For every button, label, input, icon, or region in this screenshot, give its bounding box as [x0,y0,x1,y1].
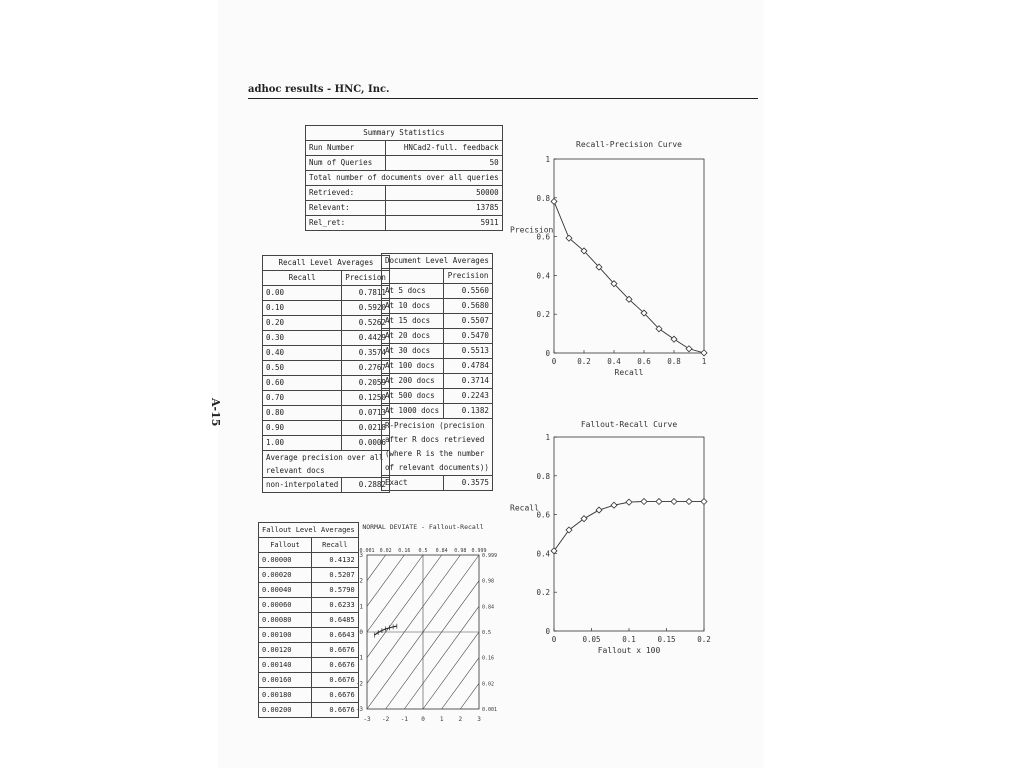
table-row [382,404,493,419]
y-tick-label: 0.2 [536,588,550,598]
x-tick-label: 0.8 [667,357,681,366]
x-tick-label: 0.1 [622,635,636,644]
table-row [259,568,359,583]
y-tick-label: -2 [355,680,363,688]
right-tick-label: 0.001 [482,707,498,713]
fallout-recall-cell: 0.6643 [311,628,358,643]
page-number: A-15 [209,398,222,427]
recall-cell: 0.60 [263,376,342,391]
x-tick-label: 3 [477,716,481,723]
y-tick-label: 0 [545,627,550,636]
table-row [259,613,359,628]
recall-precision-chart [508,135,718,390]
table-row [382,344,493,359]
fallout-recall-cell: 0.5790 [311,583,358,598]
table-row [263,421,390,436]
fallout-cell: 0.00160 [259,673,312,688]
fallout-recall-cell: 0.4132 [311,553,358,568]
top-tick-label: 0.02 [379,548,392,554]
x-tick-label: 2 [458,716,463,723]
diagonal-reference-line [460,683,479,709]
data-point-marker [686,346,692,352]
table-row [263,436,390,451]
recall-cell: 0.80 [263,406,342,421]
y-tick-label: 3 [359,552,363,559]
y-axis-label: Precision [510,225,554,235]
summary-caption: Summary Statistics [306,126,503,141]
x-tick-label: 0 [551,635,557,644]
fallout-cell: 0.00020 [259,568,312,583]
recall-cell: 0.50 [263,361,342,376]
precision-cell: 0.0218 [342,421,390,436]
precision-cell: 0.5920 [342,301,390,316]
table-row [259,658,359,673]
series-line [554,501,704,550]
doc-level-label: At 500 docs [382,389,444,404]
x-axis-label: Recall [614,368,644,377]
table-row [259,643,359,658]
doc-level-value: 0.5470 [444,329,493,344]
table-row [259,553,359,568]
fallout-recall-cell: 0.6676 [311,688,358,703]
recall-cell: 0.30 [263,331,342,346]
y-tick-label: 0.6 [536,232,550,242]
x-tick-label: 0.4 [607,357,621,366]
relevant-label: Relevant: [306,201,386,216]
y-tick-label: 2 [359,577,363,585]
recall-cell: 0.90 [263,421,342,436]
table-row [263,346,390,361]
rprecision-text: R-Precision (precision after R docs retrieved (where R is the number of relevant documents)) [382,419,493,476]
diagonal-reference-line [367,555,423,632]
doc-level-label: At 20 docs [382,329,444,344]
table-row [263,376,390,391]
data-point-marker [701,350,707,356]
page-header: adhoc results - HNC, Inc. [248,84,758,99]
doc-col-precision-header: Precision [444,269,493,284]
table-row [259,583,359,598]
fallout-recall-cell: 0.6676 [311,658,358,673]
avg-precision-label: Average precision over all relevant docs [263,451,390,478]
recall-cell: 0.10 [263,301,342,316]
data-point-marker [551,548,557,554]
x-tick-label: -1 [400,716,408,723]
top-tick-label: 0.84 [435,548,448,554]
doc-level-label: At 200 docs [382,374,444,389]
x-tick-label: 0 [551,357,557,366]
retrieved-label: Retrieved: [306,186,386,201]
diagonal-reference-line [404,606,479,709]
fallout-recall-cell: 0.5207 [311,568,358,583]
fallout-level-table [258,522,359,718]
data-point-marker [701,498,707,504]
x-tick-label: 0.05 [582,635,601,644]
noninterp-value: 0.2882 [342,478,390,493]
precision-cell: 0.2767 [342,361,390,376]
table-row [382,359,493,374]
y-tick-label: 0.4 [536,549,550,559]
summary-statistics-table [305,125,503,231]
data-point-marker [611,502,617,508]
recall-cell: 0.00 [263,286,342,301]
diagonal-reference-line [367,555,442,658]
table-row [259,703,359,718]
right-tick-label: 0.84 [482,604,495,611]
plot-frame [554,437,704,631]
recall-cell: 0.70 [263,391,342,406]
table-row [382,299,493,314]
run-number-value: HNCad2-full. feedback [386,141,502,156]
fallout-cell: 0.00060 [259,598,312,613]
doc-level-label: At 30 docs [382,344,444,359]
diagonal-reference-line [367,555,386,581]
recall-cell: 0.40 [263,346,342,361]
doc-level-value: 0.5513 [444,344,493,359]
right-tick-label: 0.5 [482,630,492,636]
diagonal-reference-line [442,658,479,709]
x-tick-label: 1 [439,716,444,723]
doc-level-label: At 1000 docs [382,404,444,419]
data-point-marker [596,507,602,513]
doc-level-label: At 15 docs [382,314,444,329]
table-row [259,673,359,688]
doc-level-value: 0.1382 [444,404,493,419]
doc-level-value: 0.5507 [444,314,493,329]
fallout-recall-cell: 0.6485 [311,613,358,628]
y-axis-label: Recall [510,503,539,513]
x-tick-label: 0 [421,716,425,723]
recall-level-caption: Recall Level Averages [263,256,390,271]
table-row [263,331,390,346]
noninterp-label: non-interpolated [263,478,342,493]
fallout-recall-chart [508,415,718,670]
table-row [263,406,390,421]
doc-level-value: 0.5680 [444,299,493,314]
y-tick-label: 0.2 [536,310,550,320]
precision-cell: 0.4429 [342,331,390,346]
x-tick-label: 0.6 [637,357,651,366]
precision-cell: 0.0713 [342,406,390,421]
table-row [382,389,493,404]
x-axis-label: Fallout x 100 [597,646,661,655]
fallout-cell: 0.00180 [259,688,312,703]
right-tick-label: 0.02 [482,681,495,688]
doc-level-value: 0.3714 [444,374,493,389]
doc-level-label: At 5 docs [382,284,444,299]
right-tick-label: 0.16 [482,655,495,662]
fallout-recall-cell: 0.6676 [311,703,358,718]
x-tick-label: 0.2 [697,635,711,644]
recall-cell: 0.20 [263,316,342,331]
doc-level-value: 0.5560 [444,284,493,299]
table-row [382,374,493,389]
fallout-cell: 0.00100 [259,628,312,643]
y-tick-label: 0.8 [536,471,550,481]
recall-cell: 1.00 [263,436,342,451]
fallout-cell: 0.00040 [259,583,312,598]
data-point-marker [686,498,692,504]
document-level-table [381,253,493,491]
table-row [263,301,390,316]
relret-value: 5911 [386,216,502,231]
col-fallout-header: Fallout [259,538,312,553]
right-tick-label: 0.98 [482,578,495,585]
fallout-cell: 0.00140 [259,658,312,673]
table-row [382,329,493,344]
data-point-marker [641,498,647,504]
plot-frame [554,159,704,353]
y-tick-label: 0 [359,629,363,636]
doc-level-value: 0.4784 [444,359,493,374]
run-number-label: Run Number [306,141,386,156]
x-tick-label: 0.15 [657,635,676,644]
fallout-cell: 0.00120 [259,643,312,658]
right-tick-label: 0.999 [482,553,498,559]
chart-title: NORMAL DEVIATE - Fallout-Recall [362,523,484,531]
table-row [263,361,390,376]
precision-cell: 0.2059 [342,376,390,391]
fallout-level-caption: Fallout Level Averages [259,523,359,538]
table-row [259,628,359,643]
diagonal-reference-line [367,555,460,683]
fallout-recall-cell: 0.6233 [311,598,358,613]
num-queries-value: 50 [386,156,502,171]
top-tick-label: 0.5 [418,548,428,554]
table-row [263,391,390,406]
precision-cell: 0.3574 [342,346,390,361]
y-tick-label: 1 [545,155,550,164]
fallout-cell: 0.00200 [259,703,312,718]
recall-level-table [262,255,390,493]
diagonal-reference-line [423,632,479,709]
top-tick-label: 0.98 [454,548,467,554]
y-tick-label: 0.4 [536,271,550,281]
chart-title: Fallout-Recall Curve [580,420,678,429]
x-tick-label: -3 [363,716,371,723]
fallout-recall-cell: 0.6676 [311,673,358,688]
doc-level-value: 0.2243 [444,389,493,404]
exact-value: 0.3575 [444,476,493,491]
col-precision-header: Precision [342,271,390,286]
fallout-cell: 0.00080 [259,613,312,628]
data-point-marker [626,499,632,505]
fallout-cell: 0.00000 [259,553,312,568]
y-tick-label: -3 [355,706,363,713]
data-point-marker [656,498,662,504]
top-tick-label: 0.999 [471,548,487,554]
x-tick-label: 0.2 [577,357,591,366]
series-line [554,201,704,352]
top-tick-label: 0.001 [359,548,375,554]
relret-label: Rel_ret: [306,216,386,231]
chart-title: Recall-Precision Curve [576,140,682,149]
doc-level-label: At 100 docs [382,359,444,374]
y-tick-label: 0.6 [536,510,550,520]
fallout-recall-cell: 0.6676 [311,643,358,658]
y-tick-label: 0 [545,349,550,358]
retrieved-value: 50000 [386,186,502,201]
total-docs-heading: Total number of documents over all queries [306,171,503,186]
diagonal-reference-line [386,581,479,709]
y-tick-label: 0.8 [536,193,550,203]
data-point-marker [671,336,677,342]
table-row [263,316,390,331]
document-level-caption: Document Level Averages [382,254,493,269]
table-row [259,688,359,703]
table-row [263,286,390,301]
x-tick-label: -2 [382,716,390,723]
y-tick-label: -1 [355,654,363,662]
doc-level-label: At 10 docs [382,299,444,314]
num-queries-label: Num of Queries [306,156,386,171]
col-recall-header: Recall [263,271,342,286]
relevant-value: 13785 [386,201,502,216]
precision-cell: 0.1250 [342,391,390,406]
x-tick-label: 1 [701,357,707,366]
normal-deviate-chart [345,518,505,730]
y-tick-label: 1 [359,603,363,611]
table-row [382,284,493,299]
precision-cell: 0.7811 [342,286,390,301]
exact-label: Exact [382,476,444,491]
data-point-marker [551,198,557,204]
precision-cell: 0.0006 [342,436,390,451]
y-tick-label: 1 [545,433,550,442]
data-point-marker [671,498,677,504]
precision-cell: 0.5262 [342,316,390,331]
table-row [382,314,493,329]
table-row [259,598,359,613]
diagonal-reference-line [367,555,404,606]
top-tick-label: 0.16 [398,548,411,554]
col-fallout-recall-header: Recall [311,538,358,553]
